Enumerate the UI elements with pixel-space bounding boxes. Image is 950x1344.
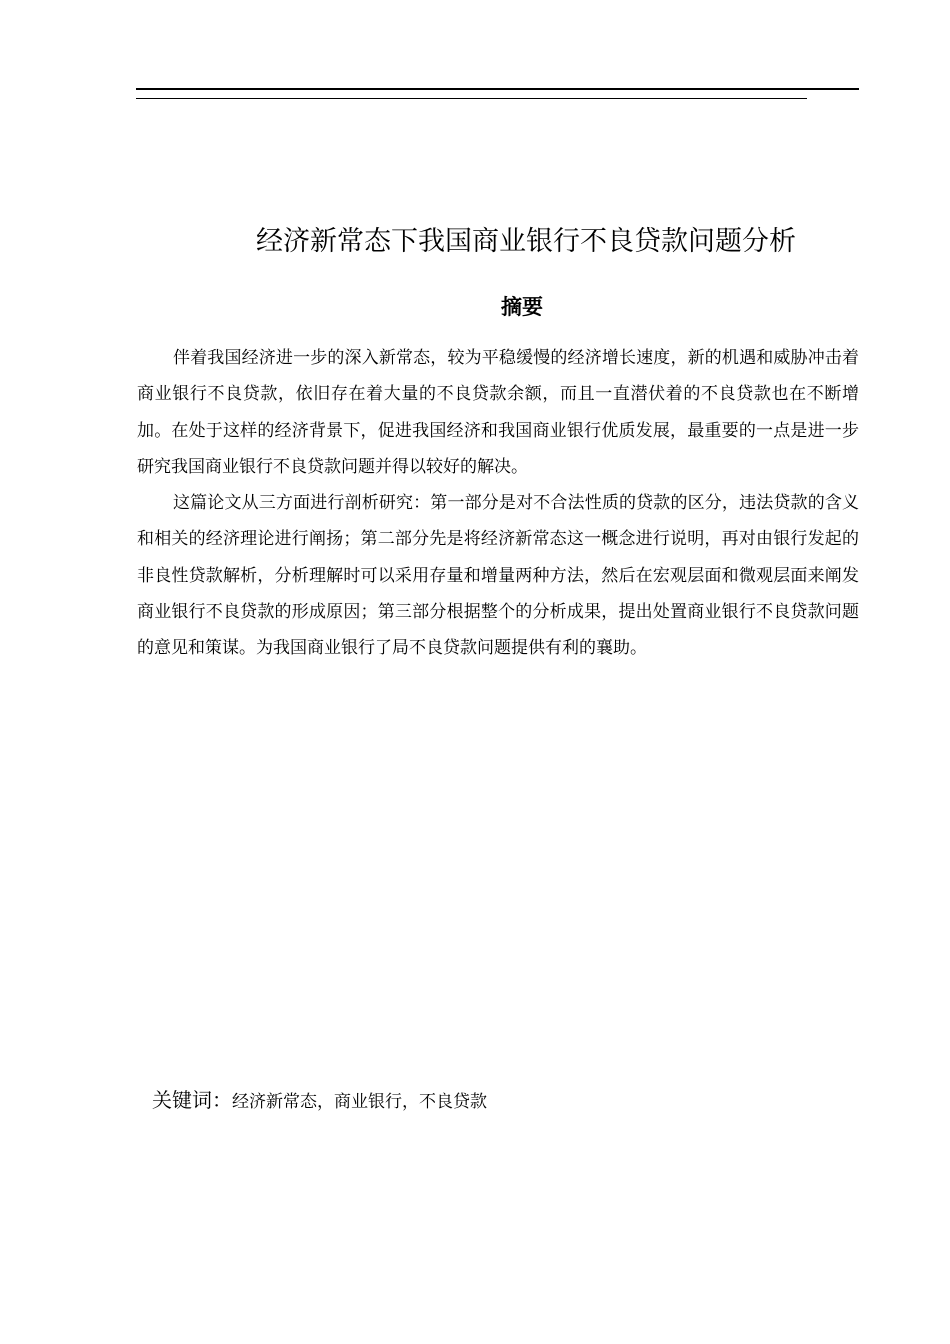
header-rule-thick [136,88,859,90]
paper-title: 经济新常态下我国商业银行不良贷款问题分析 [256,226,796,257]
keywords-label: 关键词： [152,1088,232,1112]
keywords-value: 经济新常态，商业银行，不良贷款 [232,1092,487,1112]
keywords-line [152,1083,487,1119]
abstract-body [137,340,859,667]
header-rule-thin [136,98,807,99]
abstract-heading: 摘要 [501,295,543,319]
abstract-paragraph-2: 这篇论文从三方面进行剖析研究：第一部分是对不合法性质的贷款的区分，违法贷款的含义和相关的经济理论进行阐扬；第二部分先是将经济新常态这一概念进行说明，再对由银行发起的非良性贷款解析，分析理解时可以采用存量和增量两种方法，然后在宏观层面和微观层面来阐发商业银行不良贷款的形成原因；第三部分根据整个的分析成果，提出处置商业银行不良贷款问题的意见和策谋。为我国商业银行了局不良贷款问题提供有利的襄助。 [137,493,859,659]
abstract-paragraph-1: 伴着我国经济进一步的深入新常态，较为平稳缓慢的经济增长速度，新的机遇和威胁冲击着商业银行不良贷款，依旧存在着大量的不良贷款余额，而且一直潜伏着的不良贷款也在不断增加。在处于这样的经济背景下，促进我国经济和我国商业银行优质发展，最重要的一点是进一步研究我国商业银行不良贷款问题并得以较好的解决。 [137,348,859,477]
